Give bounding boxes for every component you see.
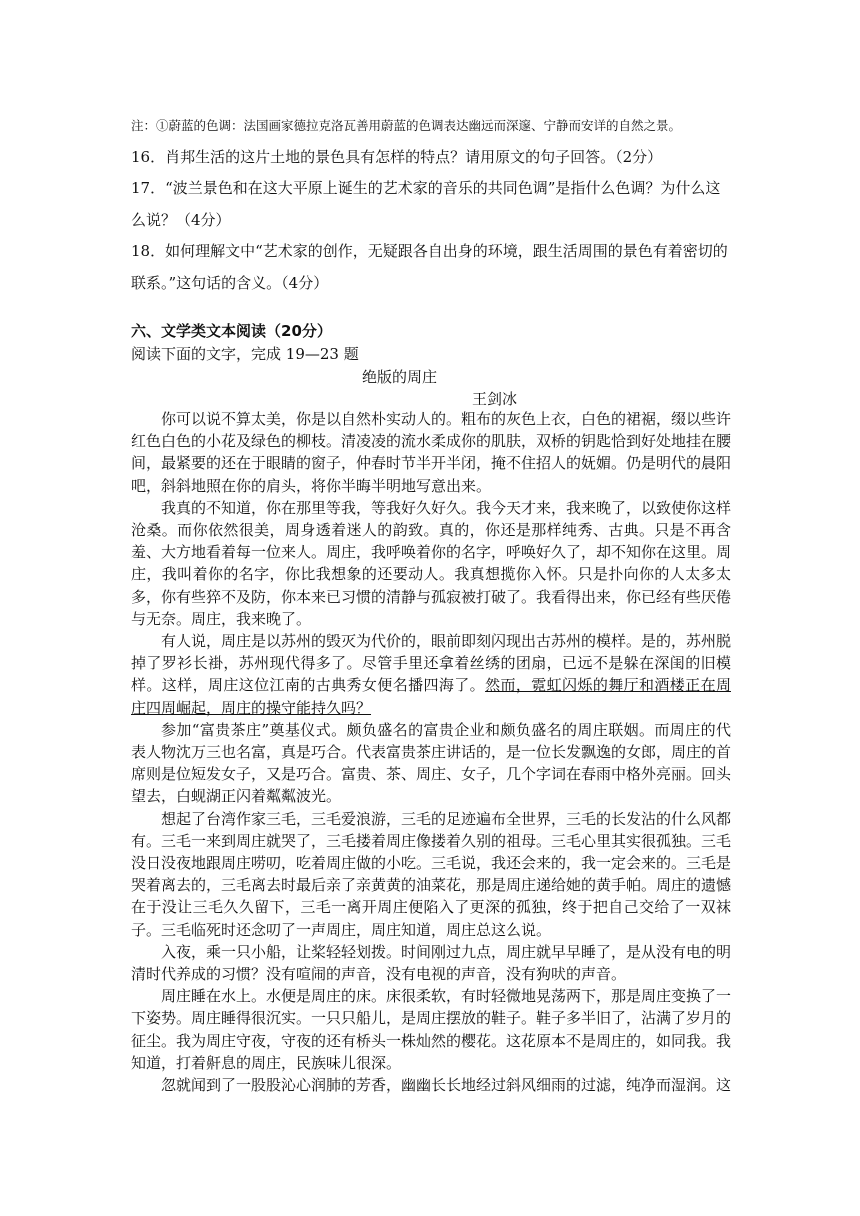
article-title: 绝版的周庄: [362, 368, 438, 386]
paragraph: 想起了台湾作家三毛，三毛爱浪游，三毛的足迹遍布全世界，三毛的长发沾的什么风都有。三毛一来到周庄就哭了，三毛搂着周庄像搂着久别的祖母。三毛心里其实很孤独。三毛没日没夜地跟周庄唠叨，吃着周庄做的小吃。三毛说，我还会来的，我一定会来的。三毛是哭着离去的，三毛离去时最后亲了亲黄黄的油菜花，那是周庄递给她的黄手帕。周庄的遗憾在于没让三毛久久留下，三毛一离开周庄便陷入了更深的孤独，终于把自己交给了一双袜子。三毛临死时还念叨了一声周庄，周庄知道，周庄总这么说。: [131, 809, 732, 939]
paragraph: [131, 630, 731, 719]
paragraph: 参加“富贵茶庄”奠基仪式。颇负盛名的富贵企业和颇负盛名的周庄联姻。而周庄的代表人物沈万三也名富，真是巧合。代表富贵茶庄讲话的，是一位长发飘逸的女郎，周庄的首席则是位短发女子，又是巧合。富贵、茶、周庄、女子，几个字词在春雨中格外亮丽。回头望去，白蚬湖正闪着粼粼波光。: [131, 720, 732, 806]
underlined-sentence: 然而，霓虹闪烁的舞厅和酒楼正在周庄四周崛起，周庄的操守能持久吗？: [131, 676, 731, 717]
paragraph: 我真的不知道，你在那里等我，等我好久好久。我今天才来，我来晚了，以致使你这样沧桑。而你依然很美，周身透着迷人的韵致。真的，你还是那样纯秀、古典。只是不再含羞、大方地看着每一位来人。周庄，我呼唤着你的名字，呼唤好久了，却不知你在这里。周庄，我叫着你的名字，你比我想象的还要动人。我真想揽你入怀。只是扑向你的人太多太多，你有些猝不及防，你本来已习惯的清静与孤寂被打破了。我看得出来，你已经有些厌倦与无奈。周庄，我来晚了。: [131, 498, 732, 628]
reading-instruction: 阅读下面的文字，完成 19—23 题: [131, 345, 359, 363]
paragraph: 你可以说不算太美，你是以自然朴实动人的。粗布的灰色上衣，白色的裙裾，缀以些许红色白色的小花及绿色的柳枝。清凌凌的流水柔成你的肌肤，双桥的钥匙恰到好处地挂在腰间，最紧要的还在于眼睛的窗子，仲春时节半开半闭，掩不住招人的妩媚。仍是明代的晨阳吧，斜斜地照在你的肩头，将你半晦半明地写意出来。: [131, 410, 732, 495]
question-18: [131, 240, 771, 294]
question-16: [131, 146, 771, 168]
paragraph: 入夜，乘一只小船，让桨轻轻划拨。时间刚过九点，周庄就早早睡了，是从没有电的明清时代养成的习惯？没有喧闹的声音，没有电视的声音，没有狗吠的声音。: [131, 942, 732, 984]
paragraph: 周庄睡在水上。水便是周庄的床。床很柔软，有时轻微地晃荡两下，那是周庄变换了一下姿势。周庄睡得很沉实。一只只船儿，是周庄摆放的鞋子。鞋子多半旧了，沾满了岁月的征尘。我为周庄守夜，守夜的还有桥头一株灿然的樱花。这花原本不是周庄的，如同我。我知道，打着鼾息的周庄，民族味儿很深。: [131, 987, 732, 1072]
article-body: [131, 408, 731, 1096]
footnote: 注：①蔚蓝的色调：法国画家德拉克洛瓦善用蔚蓝的色调表达幽远而深邃、宁静而安详的自然之景。: [131, 118, 682, 133]
question-line: 18．如何理解文中“艺术家的创作，无疑跟各自出身的环境，跟生活周围的景色有着密切的: [131, 242, 728, 260]
question-line: 么说？（4分）: [131, 211, 231, 229]
article-author: 王剑冰: [472, 390, 518, 408]
question-line: 16．肖邦生活的这片土地的景色具有怎样的特点？请用原文的句子回答。（2分）: [131, 148, 663, 166]
paragraph: 忽就闻到了一股股沁心润肺的芳香，幽幽长长地经过斜风细雨的过滤，纯净而湿润。这: [161, 1076, 732, 1095]
question-line: 联系。”这句话的含义。（4分）: [131, 274, 329, 292]
question-line: 17．“波兰景色和在这大平原上诞生的艺术家的音乐的共同色调”是指什么色调？为什么这: [131, 179, 721, 197]
section-heading: 六、文学类文本阅读（20分）: [131, 322, 332, 340]
paragraph-text: 有人说，周庄是以苏州的毁灭为代价的，眼前即刻闪现出古苏州的模样。是的，苏州脱掉了罗衫长褂，苏州现代得多了。尽管手里还拿着丝绣的团扇，已远不是躲在深闺的旧模样。这样，周庄这位江南的古典秀女便名播四海了。: [131, 632, 732, 695]
question-17: [131, 177, 771, 231]
